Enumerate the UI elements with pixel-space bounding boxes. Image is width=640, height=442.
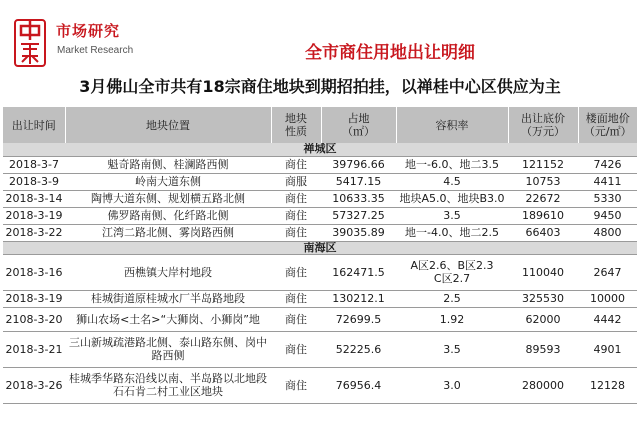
table-row [3,331,637,367]
cell-nature: 商住 [271,254,321,290]
cell-area: 10633.35 [321,190,396,207]
cell-area: 39796.66 [321,156,396,173]
table-header-row [3,107,637,143]
cell-location: 三山新城疏港路北侧、泰山路东侧、岗中路西侧 [65,331,271,367]
cell-date: 2018-3-19 [3,290,65,307]
cell-date: 2018-3-14 [3,190,65,207]
cell-far: 3.0 [396,367,508,403]
cell-nature: 商住 [271,224,321,241]
cell-floor-price: 5330 [578,190,637,207]
district-row [3,241,637,254]
header-location: 地块位置 [65,107,271,143]
cell-area: 130212.1 [321,290,396,307]
cell-date: 2018-3-26 [3,367,65,403]
cell-far: A区2.6、B区2.3 C区2.7 [396,254,508,290]
cell-far: 2.5 [396,290,508,307]
cell-date: 2018-3-22 [3,224,65,241]
cell-date: 2018-3-21 [3,331,65,367]
cell-location: 江湾二路北侧、雾岗路西侧 [65,224,271,241]
cell-floor-price: 2647 [578,254,637,290]
cell-floor-price: 4901 [578,331,637,367]
cell-floor-price: 4442 [578,307,637,331]
cell-base-price: 62000 [508,307,578,331]
logo-text-en: Market Research [57,45,134,56]
cell-area: 162471.5 [321,254,396,290]
cell-location: 佛罗路南侧、化纤路北侧 [65,207,271,224]
district-label: 禅城区 [3,143,637,156]
table-row [3,224,637,241]
cell-far: 3.5 [396,331,508,367]
cell-date: 2018-3-9 [3,173,65,190]
district-row [3,143,637,156]
cell-floor-price: 9450 [578,207,637,224]
table-row [3,254,637,290]
table-row [3,156,637,173]
logo-text-cn: 市场研究 [56,22,121,40]
land-sale-table [3,107,637,404]
cell-date: 2018-3-7 [3,156,65,173]
cell-nature: 商住 [271,331,321,367]
cell-nature: 商住 [271,307,321,331]
cell-location: 岭南大道东侧 [65,173,271,190]
cell-area: 76956.4 [321,367,396,403]
cell-area: 72699.5 [321,307,396,331]
table-row [3,190,637,207]
cell-nature: 商住 [271,190,321,207]
header-area: 占地 （㎡） [321,107,396,143]
cell-far: 地块A5.0、地块B3.0 [396,190,508,207]
header-date: 出让时间 [3,107,65,143]
cell-nature: 商住 [271,156,321,173]
cell-base-price: 325530 [508,290,578,307]
cell-base-price: 121152 [508,156,578,173]
cell-floor-price: 4411 [578,173,637,190]
table-row [3,307,637,331]
cell-far: 4.5 [396,173,508,190]
page-title: 全市商住用地出让明细 [305,43,475,63]
cell-base-price: 66403 [508,224,578,241]
cell-area: 39035.89 [321,224,396,241]
cell-far: 地一-4.0、地二2.5 [396,224,508,241]
cell-nature: 商住 [271,367,321,403]
cell-location: 魁奇路南侧、桂澜路西侧 [65,156,271,173]
cell-base-price: 10753 [508,173,578,190]
cell-far: 地一-6.0、地二3.5 [396,156,508,173]
cell-date: 2018-3-19 [3,207,65,224]
cell-area: 57327.25 [321,207,396,224]
cell-date: 2018-3-16 [3,254,65,290]
table-row [3,367,637,403]
header-base-price: 出让底价 （万元） [508,107,578,143]
table-row [3,290,637,307]
cell-location: 西樵镇大岸村地段 [65,254,271,290]
cell-floor-price: 10000 [578,290,637,307]
cell-location: 陶博大道东侧、规划横五路北侧 [65,190,271,207]
cell-far: 1.92 [396,307,508,331]
header-nature: 地块 性质 [271,107,321,143]
header-far: 容积率 [396,107,508,143]
cell-base-price: 280000 [508,367,578,403]
cell-base-price: 89593 [508,331,578,367]
cell-area: 5417.15 [321,173,396,190]
cell-base-price: 110040 [508,254,578,290]
cell-base-price: 22672 [508,190,578,207]
table-row [3,207,637,224]
cell-nature: 商住 [271,290,321,307]
cell-nature: 商服 [271,173,321,190]
table-row [3,173,637,190]
cell-location: 桂城街道原桂城水厂半岛路地段 [65,290,271,307]
cell-floor-price: 12128 [578,367,637,403]
cell-far: 3.5 [396,207,508,224]
header-floor-price: 楼面地价 （元/㎡） [578,107,637,143]
page-subtitle: 3月佛山全市共有18宗商住地块到期招拍挂，以禅桂中心区供应为主 [79,77,561,96]
cell-date: 2108-3-20 [3,307,65,331]
cell-floor-price: 4800 [578,224,637,241]
cell-base-price: 189610 [508,207,578,224]
district-label: 南海区 [3,241,637,254]
cell-location: 狮山农场<土名>“大狮岗、小狮岗”地 [65,307,271,331]
cell-area: 52225.6 [321,331,396,367]
cell-location: 桂城季华路东沿线以南、半岛路以北地段石石肯二村工业区地块 [65,367,271,403]
cell-nature: 商住 [271,207,321,224]
cell-floor-price: 7426 [578,156,637,173]
